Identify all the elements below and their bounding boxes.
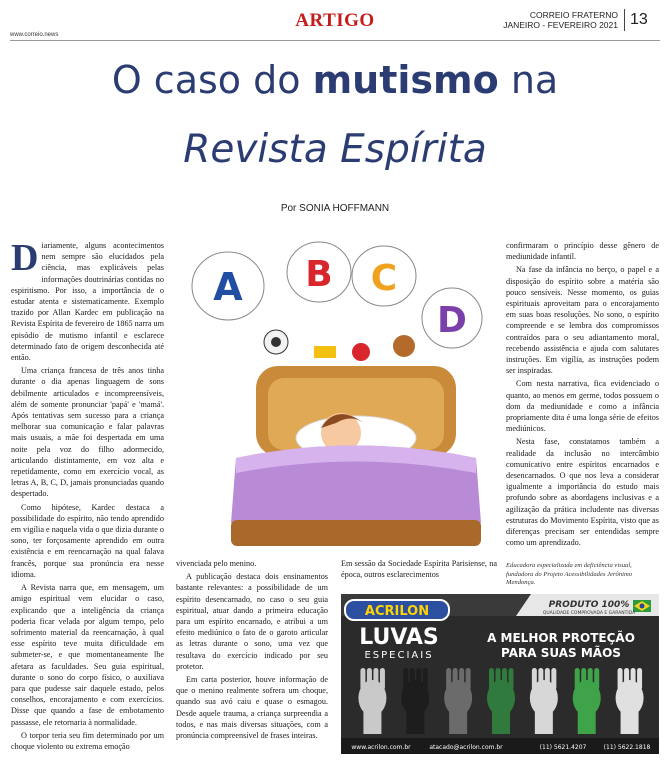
- paragraph: Em carta posterior, houve informação de que o menino realmente sofrera um choque, quando sua avó caiu e quase o esmagou. Desde aquele trauma, a criança surpreendia a todos, e nas mais diversas situações, com a pronúncia compreensível de frases inteiras.: [176, 675, 328, 741]
- letter-b: B: [305, 254, 333, 295]
- ad-phone-1: (11) 5621.4207: [539, 744, 587, 751]
- ad-website: www.acrilon.com.br: [351, 744, 411, 751]
- page-number: 13: [630, 11, 648, 28]
- ad-artwork: [341, 594, 659, 754]
- child-sleeping-illustration: [176, 238, 496, 550]
- paragraph: O torpor teria seu fim determinado por um choque violento ou extrema emoção: [11, 730, 164, 751]
- author-credit: Educadora especializada em deficiência visual, fundadora do Projeto Acessibilidades Jerônimo Mendonça.: [506, 562, 633, 586]
- headline-line1: [0, 56, 670, 104]
- publication-info: [503, 10, 618, 30]
- ad-slogan-line1: A MELHOR PROTEÇÃO: [487, 631, 635, 645]
- letter-d: D: [437, 300, 467, 341]
- headline-line2: Revista Espírita: [183, 127, 487, 172]
- ad-badge-sub: QUALIDADE COMPROVADA E GARANTIDA: [542, 611, 636, 616]
- article-column-4: [506, 240, 659, 550]
- header-divider: [624, 9, 625, 31]
- issue-date: JANEIRO - FEVEREIRO 2021: [503, 20, 618, 30]
- paragraph: confirmaram o princípio desse gênero de mediunidade infantil.: [506, 241, 659, 262]
- article-column-3: Em sessão da Sociedade Espírita Parisiense, na época, outros esclarecimentos: [341, 559, 497, 580]
- paragraph-text: iariamente, alguns acontecimentos nem sempre são elucidados pela ciência, mas explicáveis pelas informações doutrinárias contidas no espiritismo. Por isso, a importância de o estudar atenta e sistematicamente. Exemplo trazido por Allan Kardec em publicação na Revista Espírita de fevereiro de 1865 narra um episódio de mutismo infantil e esclarece determinado fato de origem desconhecida até então.: [11, 241, 165, 363]
- letter-c: C: [370, 258, 398, 299]
- ad-product-line1: LUVAS: [359, 625, 439, 650]
- ad-phone-2: (11) 5622.1818: [603, 744, 651, 751]
- ad-product-line2: ESPECIAIS: [364, 650, 434, 661]
- advertisement[interactable]: [341, 594, 659, 754]
- paragraph: Uma criança francesa de três anos tinha durante o dia apenas linguagem de sons debilmente articulados e incompreensíveis, além de somente pronunciar 'papá' e 'mamá'. Após tentativas sem sucesso para a criança melhorar sua comunicação e falar palavras mais usuais, a mãe foi despertada em uma noite pela voz do filho adormecido, articulando distintamente, em voz alta e repetidamente, como em exercício vocal, as letras A, B, C, D, jamais pronunciadas quando despertado.: [11, 366, 164, 499]
- section-label: ARTIGO: [295, 10, 375, 31]
- paragraph: Com nesta narrativa, fica evidenciado o quanto, ao menos em germe, todos possuem o dom da mediunidade e como a infância propriamente dita é uma longa série de efeitos mediúnicos.: [506, 379, 659, 434]
- paragraph: Como hipótese, Kardec destaca a possibilidade do espírito, não tendo aprendido em vigília e naquela vida o que dizia durante o sono, ter forçosamente aprendido em outra existência e em reencarnação na qual falava francês, porque sua pronúncia era nesse idioma.: [11, 502, 165, 579]
- paragraph: A Revista narra que, em mensagem, um amigo espiritual vem elucidar o caso, explicando que a inteligência da criança poderia ficar velada por algum tempo, pelo sofrimento material da reencarnação, à qual esse espírito teve muita dificuldade em submeter-se, e que momentaneamente lhe afetara as faculdades. Seu guia espiritual, durante o sono do corpo físico, o auxiliava para que pudesse sair daquele estado, pelos conselhos, encorajamento e com exercícios. Disse que quando a fase de embotamento passasse, ele retornaria à normalidade.: [11, 583, 164, 727]
- drop-cap: D: [11, 237, 39, 279]
- headline-part1: O caso do: [111, 58, 313, 102]
- paragraph: vivenciada pelo menino.: [176, 559, 257, 568]
- headline-emphasis: mutismo: [312, 58, 499, 102]
- site-url: www.correio.news: [10, 32, 59, 38]
- paragraph: Na fase da infância no berço, o papel e a disposição do espírito sobre a matéria são pouco sensíveis. Nesse momento, os guias espirituais aproveitam para o encorajamento em suas boas resoluções. No sono, o espírito compreende e se lembra dos compromissos contraídos para o seu adiantamento moral, recebendo assistência e ajuda com salutares instruções. Em vigília, as instruções podem ser inspiradas.: [506, 265, 659, 376]
- paragraph: A publicação destaca dois ensinamentos bastante relevantes: a possibilidade de um espírito desencarnado, no caso o seu guia espiritual, atuar dando a primeira educação para um espírito encarnado, e atribui a um efeito mediúnico o fato de o garoto articular as letras durante o sono, uma vez que resultava do exercício indicado por seu protetor.: [176, 572, 328, 671]
- byline: Por SONIA HOFFMANN: [280, 203, 390, 214]
- publication-name: CORREIO FRATERNO: [529, 10, 618, 20]
- header-rule: [10, 40, 660, 41]
- ad-badge: PRODUTO 100%: [548, 600, 630, 610]
- ad-slogan-line2: PARA SUAS MÃOS: [501, 646, 621, 660]
- article-column-1: [11, 237, 165, 754]
- paragraph: Nesta fase, constatamos também a realidade da inclusão no intercâmbio comunicativo entre espíritos encarnados e desencarnados. O que nos leva a considerar igualmente a importância do estudo mais profundo sobre as abordagens inclusivas e a agilização da prática includente nas diversas estruturas do Movimento Espírita, visto que as diferenças precisam ser entendidas sempre como um aprendizado.: [506, 437, 659, 548]
- paragraph: [11, 237, 165, 363]
- brand-logo: ACRILON: [364, 604, 430, 619]
- letter-a: A: [213, 265, 243, 309]
- ad-email: atacado@acrilon.com.br: [429, 744, 503, 751]
- headline-part3: na: [498, 58, 559, 102]
- article-column-2: [176, 558, 328, 743]
